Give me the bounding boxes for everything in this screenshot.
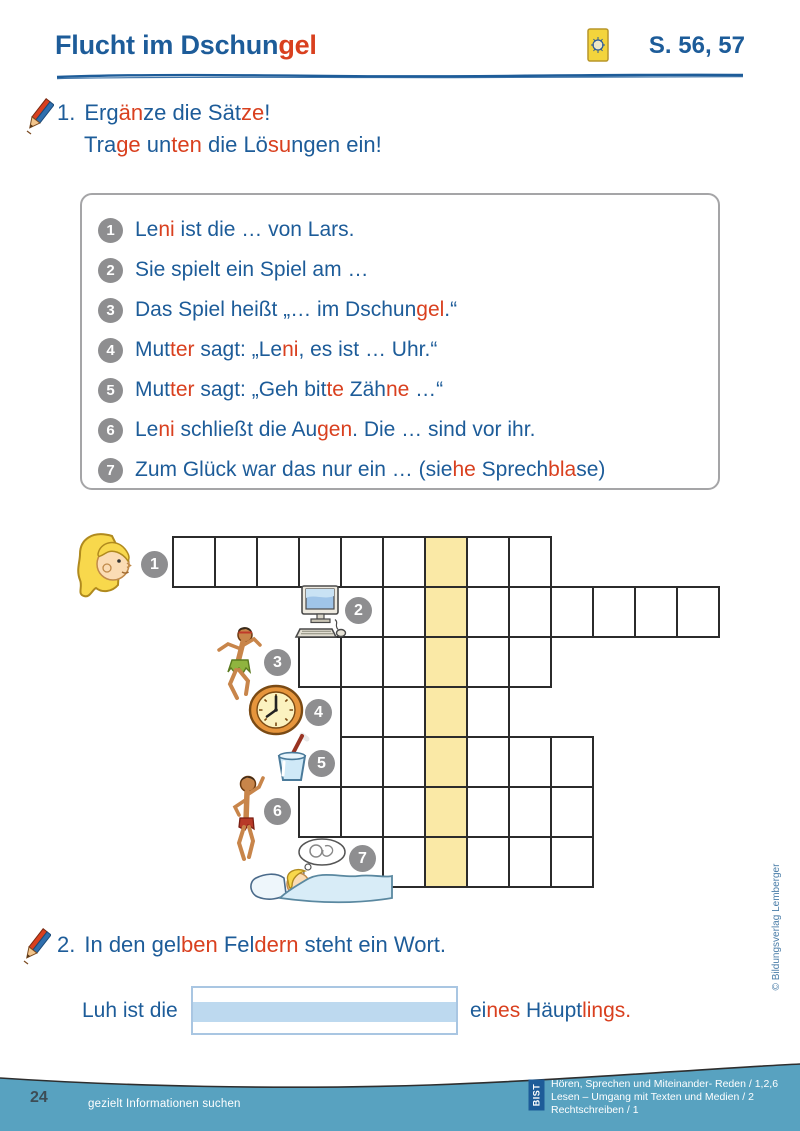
exercise1-heading-line2 xyxy=(84,132,382,158)
page-title: Flucht im Dschungel xyxy=(55,30,317,60)
exercise1-number: 1. xyxy=(57,100,76,125)
crossword-cell[interactable] xyxy=(467,737,509,787)
crossword-number-badge: 3 xyxy=(264,649,291,676)
footer-section-label: gezielt Informationen suchen xyxy=(88,1098,241,1110)
exercise2-instruction: In den gelben Feldern steht ein Wort. xyxy=(84,932,446,957)
exercise1-instruction2: Trage unten die Lösungen ein! xyxy=(84,132,382,157)
sentence-number-badge: 3 xyxy=(98,298,123,323)
crossword-number-badge: 6 xyxy=(264,798,291,825)
crossword-cell[interactable] xyxy=(383,687,425,737)
crossword-cell[interactable] xyxy=(173,537,215,587)
crossword-number-badge: 1 xyxy=(141,551,168,578)
crossword-cell[interactable] xyxy=(509,637,551,687)
crossword-number-badge: 2 xyxy=(345,597,372,624)
sentence-row xyxy=(98,456,605,484)
crossword-cell[interactable] xyxy=(551,787,593,837)
book-page-reference: S. 56, 57 xyxy=(648,32,745,59)
fill-line-after: eines Häuptlings. xyxy=(470,999,632,1022)
crossword-cell[interactable] xyxy=(299,787,341,837)
sentence-text: Sie spielt ein Spiel am … xyxy=(135,258,369,281)
exercise1-instruction1: Ergänze die Sätze! xyxy=(84,100,271,125)
crossword-cell[interactable] xyxy=(383,737,425,787)
sentence-number-badge: 1 xyxy=(98,218,123,243)
crossword-cell[interactable] xyxy=(257,537,299,587)
toothbrush-cup-icon xyxy=(271,732,311,789)
sentence-row xyxy=(98,376,443,404)
crossword-cell[interactable] xyxy=(593,587,635,637)
bist-standards xyxy=(551,1078,778,1117)
crossword-cell[interactable] xyxy=(509,787,551,837)
crossword-cell[interactable] xyxy=(425,687,467,737)
crossword-cell[interactable] xyxy=(341,787,383,837)
crossword-cell[interactable] xyxy=(425,537,467,587)
sentence-text: Zum Glück war das nur ein … (siehe Sprechblase) xyxy=(135,458,606,481)
bist-badge: BIST xyxy=(529,1080,545,1111)
sentence-text: Mutter sagt: „Geh bitte Zähne …“ xyxy=(135,378,444,401)
header-underline xyxy=(55,68,745,86)
sentence-number-badge: 5 xyxy=(98,378,123,403)
sentence-row xyxy=(98,416,535,444)
crossword-cell[interactable] xyxy=(551,837,593,887)
crossword-cell[interactable] xyxy=(341,737,383,787)
crossword-cell[interactable] xyxy=(383,787,425,837)
sentence-row xyxy=(98,336,437,364)
reader-book-icon xyxy=(587,28,609,67)
crossword-cell[interactable] xyxy=(509,737,551,787)
crossword-cell[interactable] xyxy=(551,737,593,787)
sentence-text: Leni schließt die Augen. Die … sind vor ihr. xyxy=(135,418,536,441)
dreaming-sleeper-icon xyxy=(246,836,396,911)
crossword-cell[interactable] xyxy=(425,837,467,887)
crossword-number-badge: 5 xyxy=(308,750,335,777)
crossword-cell[interactable] xyxy=(635,587,677,637)
sentence-number-badge: 2 xyxy=(98,258,123,283)
computer-icon xyxy=(294,585,348,646)
crossword-cell[interactable] xyxy=(467,687,509,737)
crossword-cell[interactable] xyxy=(383,537,425,587)
answer-field-band xyxy=(193,1022,456,1033)
crossword-cell[interactable] xyxy=(341,687,383,737)
exercise2-heading xyxy=(57,932,446,958)
sentence-row xyxy=(98,296,457,324)
sentence-row xyxy=(98,256,368,284)
page-number: 24 xyxy=(30,1089,48,1106)
crossword-cell[interactable] xyxy=(509,537,551,587)
sentence-text: Leni ist die … von Lars. xyxy=(135,218,355,241)
crossword-cell[interactable] xyxy=(383,637,425,687)
sentence-number-badge: 7 xyxy=(98,458,123,483)
pencil-icon xyxy=(24,97,54,140)
crossword-cell[interactable] xyxy=(509,837,551,887)
pencil-icon xyxy=(21,927,51,970)
crossword-cell[interactable] xyxy=(299,537,341,587)
bist-line: Rechtschreiben / 1 xyxy=(551,1104,639,1116)
sentence-row xyxy=(98,216,354,244)
crossword-cell[interactable] xyxy=(467,837,509,887)
crossword-cell[interactable] xyxy=(215,537,257,587)
crossword-cell[interactable] xyxy=(467,787,509,837)
crossword-cell[interactable] xyxy=(551,587,593,637)
crossword-cell[interactable] xyxy=(467,637,509,687)
crossword-number-badge: 7 xyxy=(349,845,376,872)
crossword-cell[interactable] xyxy=(509,587,551,637)
exercise2-number: 2. xyxy=(57,932,76,957)
sentence-text: Das Spiel heißt „… im Dschungel.“ xyxy=(135,298,458,321)
answer-field[interactable] xyxy=(191,986,458,1035)
fill-line-before: Luh ist die xyxy=(82,999,178,1022)
bist-line: Lesen – Umgang mit Texten und Medien / 2 xyxy=(551,1091,754,1103)
crossword-cell[interactable] xyxy=(383,587,425,637)
crossword-cell[interactable] xyxy=(467,537,509,587)
crossword-cell[interactable] xyxy=(467,587,509,637)
crossword-cell[interactable] xyxy=(425,587,467,637)
sentence-number-badge: 4 xyxy=(98,338,123,363)
crossword-cell[interactable] xyxy=(425,737,467,787)
bist-line: Hören, Sprechen und Miteinander- Reden / 1,2,6 xyxy=(551,1078,779,1090)
crossword-number-badge: 4 xyxy=(305,699,332,726)
sentence-number-badge: 6 xyxy=(98,418,123,443)
crossword-cell[interactable] xyxy=(425,787,467,837)
crossword-cell[interactable] xyxy=(677,587,719,637)
sentence-text: Mutter sagt: „Leni, es ist … Uhr.“ xyxy=(135,338,438,361)
answer-field-band xyxy=(193,1002,456,1022)
copyright-label: © Bildungsverlag Lemberger xyxy=(771,863,782,991)
crossword-cell[interactable] xyxy=(341,537,383,587)
crossword-cell[interactable] xyxy=(425,637,467,687)
girl-face-icon xyxy=(72,530,138,607)
answer-field-band xyxy=(193,988,456,1002)
exercise1-heading-line1 xyxy=(57,100,270,126)
